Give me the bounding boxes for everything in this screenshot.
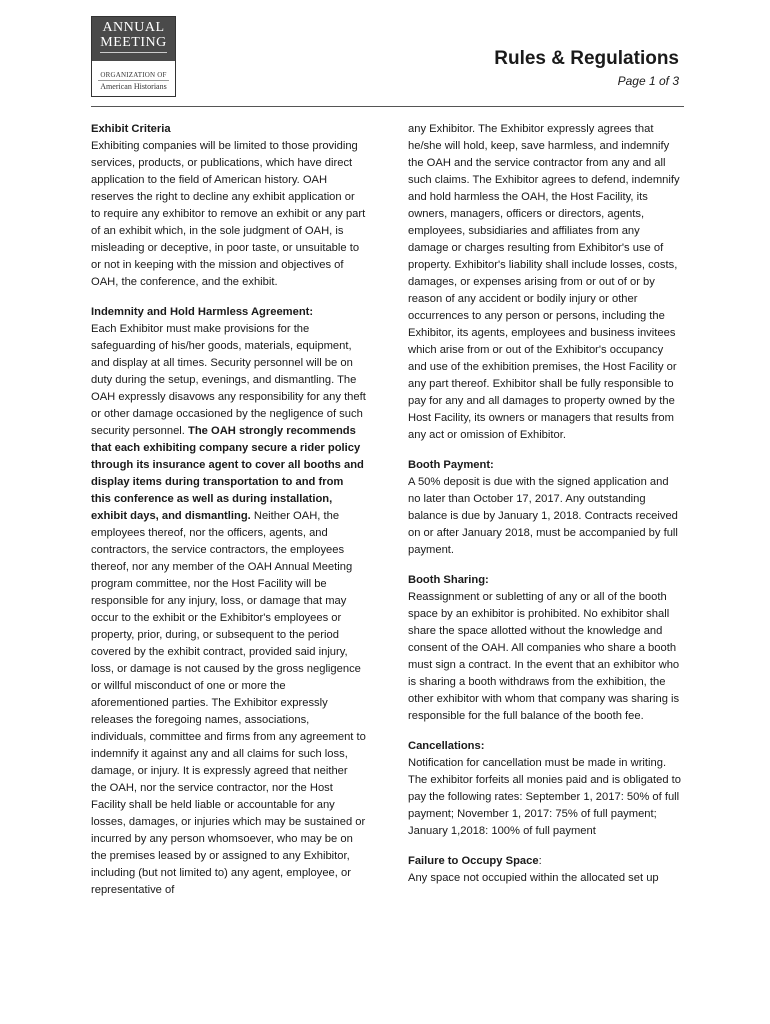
indemnity-text-part1: Each Exhibitor must make provisions for the safeguarding of his/her goods, materials, equipment, and display at all times. Security personnel will be on duty during the setup, evenings, and dismantling. The OAH expressly disavows any responsibility for any theft or other damage occasioned by the negligence of such security personnel.: [91, 323, 366, 437]
logo-american-historians: American Historians: [98, 80, 169, 91]
page-title: Rules & Regulations: [494, 48, 679, 69]
booth-payment-text: A 50% deposit is due with the signed application and no later than October 17, 2017. Any outstanding balance is due by January 1, 2018. Contracts received on or after January 2018, must be accompanied by full payment.: [408, 476, 678, 556]
indemnity-text: [91, 321, 366, 899]
booth-sharing-heading: Booth Sharing:: [408, 574, 489, 586]
booth-payment-heading: Booth Payment:: [408, 459, 494, 471]
logo-banner: [92, 17, 175, 61]
logo-organization-of: ORGANIZATION OF: [100, 71, 167, 79]
failure-heading-colon: :: [538, 855, 542, 867]
right-column: [408, 121, 683, 887]
failure-to-occupy-heading-text: Failure to Occupy Space: [408, 855, 539, 867]
indemnity-text-part2: Neither OAH, the employees thereof, nor the officers, agents, and contractors, the service contractors, the employees thereof, nor any member of the OAH Annual Meeting program committee, nor the Host Facility will be responsible for any injury, loss, or damage that may occur to the exhibit or the Exhibitor's employees or property, prior, during, or subsequent to the period covered by the exhibit contract, provided said injury, loss, or damage is not caused by the gross negligence or willful misconduct of one or more the aforementioned parties. The Exhibitor expressly releases the foregoing names, associations, individuals, committee and firms from any agreement to indemnify it against any and all claims for such loss, damage, or injury. It is expressly agreed that neither the OAH, nor the service contractor, nor the Host Facility shall be held liable or accountable for any losses, damages, or injuries which may be sustained or incurred by any person whomsoever, who may be on the premises leased by or assigned to any Exhibitor, including (but not limited to) any agent, employee, or representative of: [91, 510, 366, 896]
cancellations-heading: Cancellations:: [408, 740, 485, 752]
indemnity-insurance-recommendation: The OAH strongly recommends that each exhibiting company secure a rider policy through its insurance agent to cover all booths and display items during transportation to and from this conference as well as during installation, exhibit days, and dismantling.: [91, 425, 364, 522]
logo-org: [92, 61, 175, 91]
exhibit-criteria-heading: Exhibit Criteria: [91, 123, 171, 135]
indemnity-text-continued: any Exhibitor. The Exhibitor expressly agrees that he/she will hold, keep, save harmless, and indemnify the OAH and the service contractor from any and all such claims. The Exhibitor agrees to defend, indemnify and hold harmless the OAH, the Host Facility, its owners, managers, officers or directors, agents, employees, subsidiaries and affiliates from any damage or charges resulting from Exhibitor's use of property. Exhibitor's liability shall include losses, costs, damages, or expenses arising from or out of or by reason of any accident or bodily injury or other occurrences to any person or persons, including the Exhibitor, its agents, employees and business invitees which arise from or out of the Exhibitor's occupancy and use of the exhibition premises, the Host Facility or any part thereof. Exhibitor shall be fully responsible to pay for any and all damages to property owned by the Host Facility, its owners or managers that results from any act or omission of Exhibitor.: [408, 123, 680, 441]
cancellations-text: Notification for cancellation must be made in writing. The exhibitor forfeits all monies paid and is obligated to pay the following rates: September 1, 2017: 50% of full payment; November 1, 2017: 75% of full payment; January 1,2018: 100% of full payment: [408, 757, 682, 837]
oah-annual-meeting-logo: [91, 16, 176, 97]
failure-to-occupy-heading: [408, 853, 683, 870]
failure-to-occupy-text: Any space not occupied within the allocated set up: [408, 872, 659, 884]
exhibit-criteria-text: Exhibiting companies will be limited to those providing services, products, or publications, which have direct application to the field of American history. OAH reserves the right to decline any exhibit application or to require any exhibitor to remove an exhibit or any part of an exhibit which, in the sole judgment of OAH, is misleading or deceptive, in poor taste, or unsuitable to or not in keeping with the mission and objectives of OAH, the conference, and the exhibit.: [91, 140, 366, 288]
logo-rule: [100, 52, 167, 53]
indemnity-heading: Indemnity and Hold Harmless Agreement:: [91, 306, 314, 318]
logo-meeting: MEETING: [100, 35, 167, 50]
header-divider: [91, 106, 684, 107]
left-column: [91, 121, 366, 899]
logo-annual: ANNUAL: [102, 20, 165, 35]
page-number: Page 1 of 3: [617, 74, 679, 88]
booth-sharing-text: Reassignment or subletting of any or all of the booth space by an exhibitor is prohibited. No exhibitor shall share the space allotted without the knowledge and consent of the OAH. All companies who share a booth must sign a contract. In the event that an exhibitor who is sharing a booth withdraws from the exhibition, the other exhibitor with whom that company was sharing is responsible for the full balance of the booth fee.: [408, 591, 680, 722]
